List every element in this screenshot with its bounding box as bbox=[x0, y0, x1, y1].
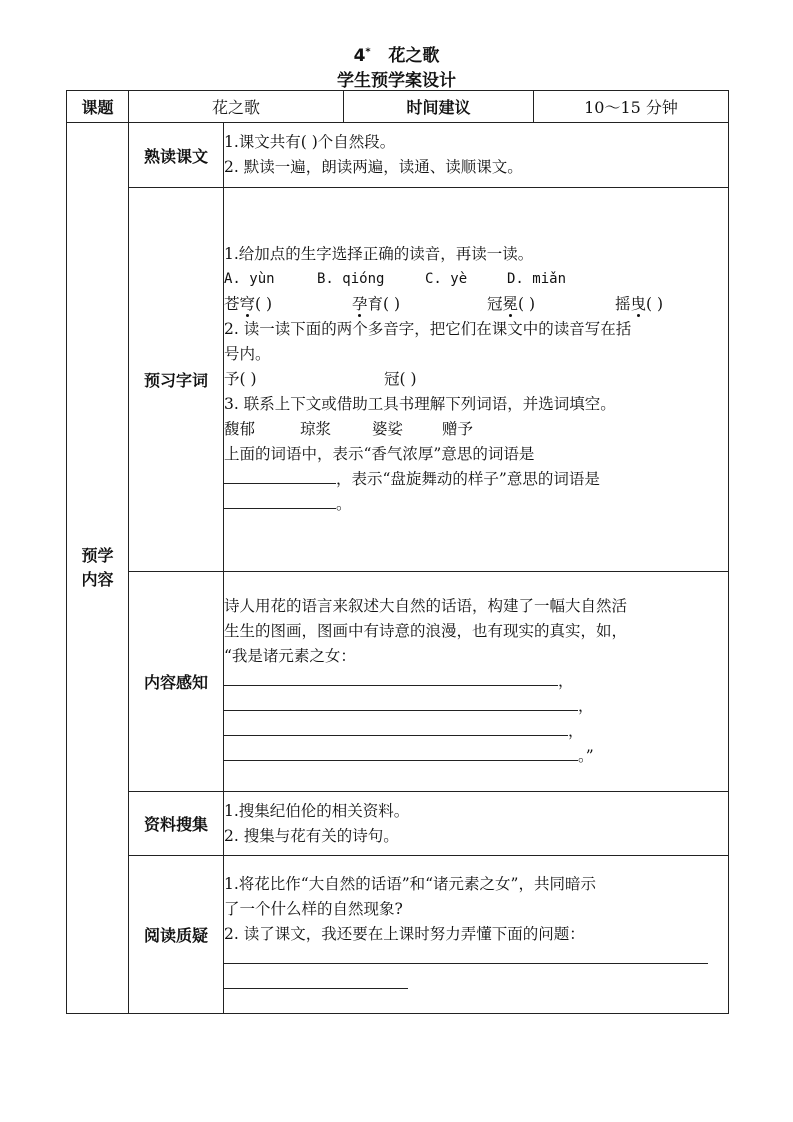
section-vocab bbox=[67, 188, 729, 572]
fill-line-1: 上面的词语中，表示“香气浓厚”意思的词语是 bbox=[224, 445, 535, 463]
perception-content bbox=[224, 572, 729, 792]
inquiry-q1-line-2: 了一个什么样的自然现象? bbox=[224, 900, 403, 918]
vocab-label: 预习字词 bbox=[129, 188, 224, 572]
word-choice: 琼浆 bbox=[300, 420, 332, 438]
inquiry-blank-line bbox=[224, 972, 728, 997]
vocab-content bbox=[224, 188, 729, 572]
section-perception bbox=[67, 572, 729, 792]
time-value: 10～15 分钟 bbox=[534, 91, 729, 123]
word-choice: 馥郁 bbox=[224, 420, 256, 438]
perception-label: 内容感知 bbox=[129, 572, 224, 792]
section-research bbox=[67, 792, 729, 856]
inquiry-q1-line-1: 1.将花比作“大自然的话语”和“诸元素之女”，共同暗示 bbox=[224, 875, 596, 893]
research-line-2: 2. 搜集与花有关的诗句。 bbox=[224, 826, 399, 845]
answer-blank[interactable] bbox=[224, 669, 558, 686]
time-label: 时间建议 bbox=[344, 91, 534, 123]
pinyin-option: C. yè bbox=[425, 271, 468, 287]
vocab-q3: 3. 联系上下文或借助工具书理解下列词语，并选词填空。 bbox=[224, 395, 616, 413]
topic-label: 课题 bbox=[67, 91, 129, 123]
answer-blank[interactable] bbox=[224, 744, 578, 761]
inquiry-label: 阅读质疑 bbox=[129, 856, 224, 1014]
answer-blank[interactable] bbox=[224, 972, 408, 989]
answer-blank[interactable] bbox=[224, 492, 336, 509]
perception-line-3: “我是诸元素之女： bbox=[224, 647, 356, 665]
research-content bbox=[224, 792, 729, 856]
section-reading bbox=[67, 123, 729, 188]
reading-line-1: 1.课文共有( )个自然段。 bbox=[224, 133, 396, 151]
answer-blank[interactable] bbox=[224, 467, 336, 484]
inquiry-content bbox=[224, 856, 729, 1014]
polyphonic-item: 冠( ) bbox=[384, 370, 417, 388]
answer-blank[interactable] bbox=[224, 947, 708, 964]
reading-label: 熟读课文 bbox=[129, 123, 224, 188]
polyphonic-row bbox=[224, 367, 728, 392]
topic-value: 花之歌 bbox=[129, 91, 344, 123]
fill-line-2: ，表示“盘旋舞动的样子”意思的词语是 bbox=[224, 467, 728, 492]
perception-blank-line: ， bbox=[224, 669, 728, 694]
pinyin-option: D. miǎn bbox=[507, 271, 567, 287]
perception-line-1: 诗人用花的语言来叙述大自然的话语，构建了一幅大自然活 bbox=[224, 597, 628, 615]
word-choice: 赠予 bbox=[442, 420, 474, 438]
dotted-word: 孕育( ) bbox=[352, 295, 401, 313]
lesson-number: 4 bbox=[353, 46, 366, 66]
perception-blank-line: ， bbox=[224, 719, 728, 744]
perception-blank-line: ， bbox=[224, 694, 728, 719]
word-choices bbox=[224, 417, 728, 442]
worksheet-table bbox=[66, 90, 729, 1014]
inquiry-blank-line bbox=[224, 947, 728, 972]
pinyin-options bbox=[224, 267, 728, 292]
reading-content bbox=[224, 123, 729, 188]
info-row bbox=[67, 91, 729, 123]
perception-blank-line: 。” bbox=[224, 744, 728, 769]
vocab-q2-line-2: 号内。 bbox=[224, 345, 271, 363]
answer-blank[interactable] bbox=[224, 719, 568, 736]
dotted-word: 苍穹( ) bbox=[224, 295, 273, 313]
dotted-words bbox=[224, 292, 728, 317]
dotted-word: 摇曳( ) bbox=[615, 295, 664, 313]
fill-line-3: 。 bbox=[224, 492, 728, 517]
pinyin-option: B. qióng bbox=[317, 271, 385, 287]
research-label: 资料搜集 bbox=[129, 792, 224, 856]
research-line-1: 1.搜集纪伯伦的相关资料。 bbox=[224, 801, 410, 820]
lesson-mark: * bbox=[365, 46, 371, 58]
word-choice: 婆娑 bbox=[372, 420, 404, 438]
dotted-word: 冠冕( ) bbox=[487, 295, 536, 313]
preview-content-label bbox=[67, 123, 129, 1014]
lesson-heading bbox=[0, 41, 793, 66]
polyphonic-item: 予( ) bbox=[224, 370, 257, 388]
vocab-q2-line-1: 2. 读一读下面的两个多音字，把它们在课文中的读音写在括 bbox=[224, 320, 632, 338]
lesson-title: 花之歌 bbox=[388, 46, 440, 66]
reading-line-2: 2. 默读一遍，朗读两遍，读通、读顺课文。 bbox=[224, 158, 523, 176]
page-subtitle: 学生预学案设计 bbox=[337, 71, 456, 91]
pinyin-option: A. yùn bbox=[224, 271, 275, 287]
perception-line-2: 生生的图画，图画中有诗意的浪漫，也有现实的真实，如， bbox=[224, 622, 628, 640]
vocab-q1: 1.给加点的生字选择正确的读音，再读一读。 bbox=[224, 245, 534, 263]
inquiry-q2: 2. 读了课文，我还要在上课时努力弄懂下面的问题： bbox=[224, 925, 585, 943]
preview-content-text: 预学内容 bbox=[81, 546, 114, 589]
section-inquiry bbox=[67, 856, 729, 1014]
answer-blank[interactable] bbox=[224, 694, 578, 711]
